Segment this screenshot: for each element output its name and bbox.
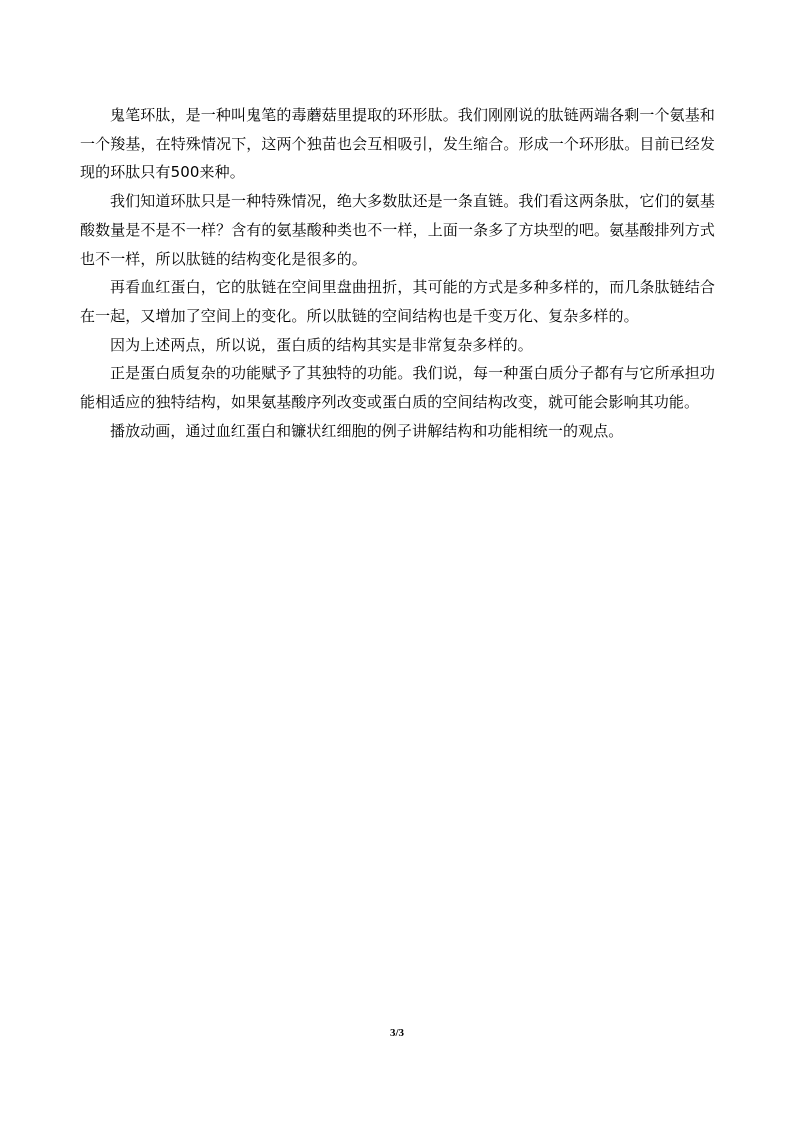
paragraph: 鬼笔环肽，是一种叫鬼笔的毒蘑菇里提取的环形肽。我们刚刚说的肽链两端各剩一个氨基和一个羧基，在特殊情况下，这两个独苗也会互相吸引，发生缩合。形成一个环形肽。目前已经发现的环肽只有500来种。 xyxy=(80,106,715,182)
paragraph: 因为上述两点，所以说，蛋白质的结构其实是非常复杂多样的。 xyxy=(110,335,533,354)
paragraph: 我们知道环肽只是一种特殊情况，绝大多数肽还是一条直链。我们看这两条肽，它们的氨基酸数量是不是不一样？含有的氨基酸种类也不一样，上面一条多了方块型的吧。氨基酸排列方式也不一样，所以肽链的结构变化是很多的。 xyxy=(80,192,715,268)
paragraph: 正是蛋白质复杂的功能赋予了其独特的功能。我们说，每一种蛋白质分子都有与它所承担功能相适应的独特结构，如果氨基酸序列改变或蛋白质的空间结构改变，就可能会影响其功能。 xyxy=(80,364,715,412)
paragraph: 再看血红蛋白，它的肽链在空间里盘曲扭折，其可能的方式是多种多样的，而几条肽链结合在一起，又增加了空间上的变化。所以肽链的空间结构也是千变万化、复杂多样的。 xyxy=(80,278,715,325)
document-body xyxy=(80,101,715,445)
page-number: 3/3 xyxy=(389,1027,405,1039)
paragraph: 播放动画，通过血红蛋白和镰状红细胞的例子讲解结构和功能相统一的观点。 xyxy=(110,421,624,440)
